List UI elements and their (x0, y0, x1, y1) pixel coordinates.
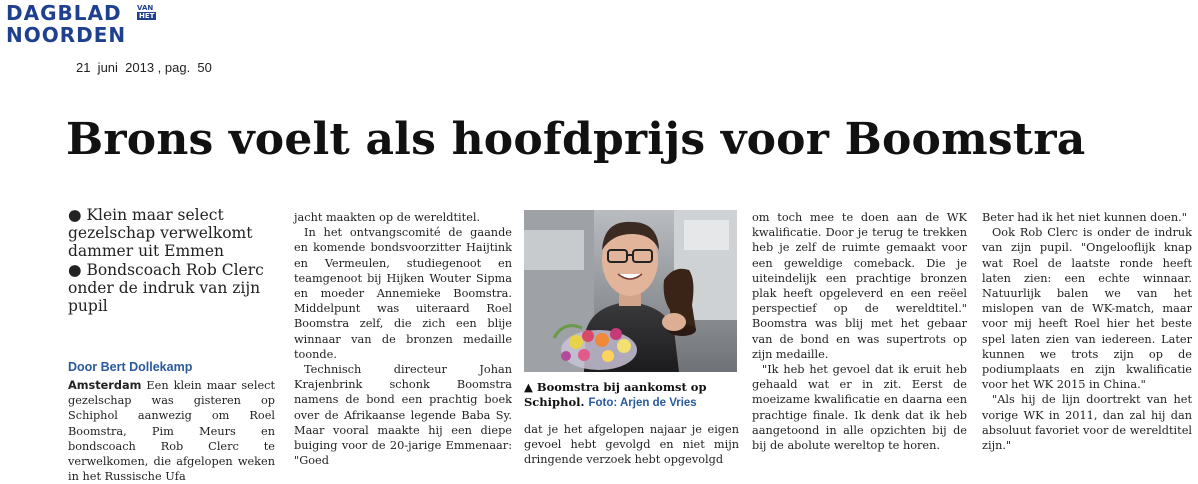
column-3-paragraph: dat je het afgelopen najaar je eigen gevoel hebt gevolgd en niet mijn dringende verzoek hebt opgevolgd (524, 423, 739, 467)
intro-bullets (68, 206, 273, 316)
column-1-text: Een klein maar select gezelschap was gisteren op Schiphol aanwezig om Roel Boomstra, Pim Meurs en bondscoach Rob Clerc te verwelkomen, die afgelopen weken in het Russische Ufa (68, 379, 275, 484)
column-4-paragraph: om toch mee te doen aan de WK kwalificatie. Door je terug te trekken heb je zelf de ruimte gemaakt voor een geweldige comeback. Die je uiteindelijk een prachtige bronzen plak heeft opgeleverd en een reëel perspectief op de wereldtitel." Boomstra was blij met het gebaar van de bond en was supertrots op zijn medaille. (752, 211, 967, 361)
newspaper-logo (6, 2, 166, 48)
caption-text: ▲ Boomstra bij aankomst op Schiphol. (524, 380, 707, 409)
logo-line-2: NOORDEN (6, 23, 127, 47)
article-photo (524, 210, 737, 372)
column-5-paragraph: Beter had ik het niet kunnen doen." (982, 211, 1187, 224)
logo-van-het (137, 4, 156, 20)
article-column-5 (982, 210, 1192, 453)
dateline-city: Amsterdam (68, 379, 142, 392)
logo-het: HET (139, 12, 155, 20)
column-2-paragraph: jacht maakten op de wereldtitel. (294, 211, 481, 224)
photo-caption (524, 380, 739, 411)
column-5-paragraph: "Als hij de lijn doortrekt van het vorige WK in 2011, dan zal hij dan absoluut favoriet voor de wereldtitel zijn." (982, 393, 1192, 453)
article-column-2 (294, 210, 512, 468)
article-column-4 (752, 210, 967, 453)
intro-bullet: ● Klein maar select gezelschap verwelkomt dammer uit Emmen (68, 206, 253, 260)
column-2-paragraph: In het ontvangscomité de gaande en komende bondsvoorzitter Haijtink en Vermeulen, studiegenoot en teamgenoot bij Hijken Wouter Sipma en moeder Annemieke Boomstra. Middelpunt was uiteraard Roel Boomstra zelf, die zich een blije winnaar van de bronzen medaille toonde. (294, 226, 512, 361)
photo-credit: Foto: Arjen de Vries (588, 397, 697, 409)
logo-van: VAN (137, 4, 154, 12)
column-2-paragraph: Technisch directeur Johan Krajenbrink schonk Boomstra namens de bond een prachtig boek over de Afrikaanse legende Baba Sy. Maar vooral maakte hij een diepe buiging voor de 20-jarige Emmenaar: "Goed (294, 363, 512, 468)
column-5-paragraph: Ook Rob Clerc is onder de indruk van zijn pupil. "Ongelooflijk knap wat Roel de laatste ronde heeft laten zien: een echte winnaar. Natuurlijk balen we van het mislopen van de WK-match, maar voor mij heeft Roel hier het beste spel laten zien van iedereen. Later kunnen we trots zijn op de podiumplaats en zijn kwalificatie voor het WK 2015 in China." (982, 226, 1192, 392)
column-1-paragraph (68, 378, 275, 484)
photo-boomstra-arrival (524, 210, 737, 372)
logo-line-1: DAGBLAD (6, 1, 122, 25)
column-4-paragraph: "Ik heb het gevoel dat ik eruit heb gehaald wat er in zit. Eerst de moeizame kwalificatie en daarna een prachtige finale. Ik denk dat ik heb aangetoond in alle opzichten bij de bij de abolute wereltop te horen. (752, 363, 967, 453)
article-column-3 (524, 422, 739, 468)
publication-dateline: 21 juni 2013 , pag. 50 (76, 60, 212, 75)
article-column-1 (68, 378, 275, 484)
article-headline: Brons voelt als hoofdprijs voor Boomstra (66, 114, 1086, 165)
intro-bullet: ● Bondscoach Rob Clerc onder de indruk van zijn pupil (68, 261, 264, 315)
author-byline: Door Bert Dollekamp (68, 360, 193, 374)
